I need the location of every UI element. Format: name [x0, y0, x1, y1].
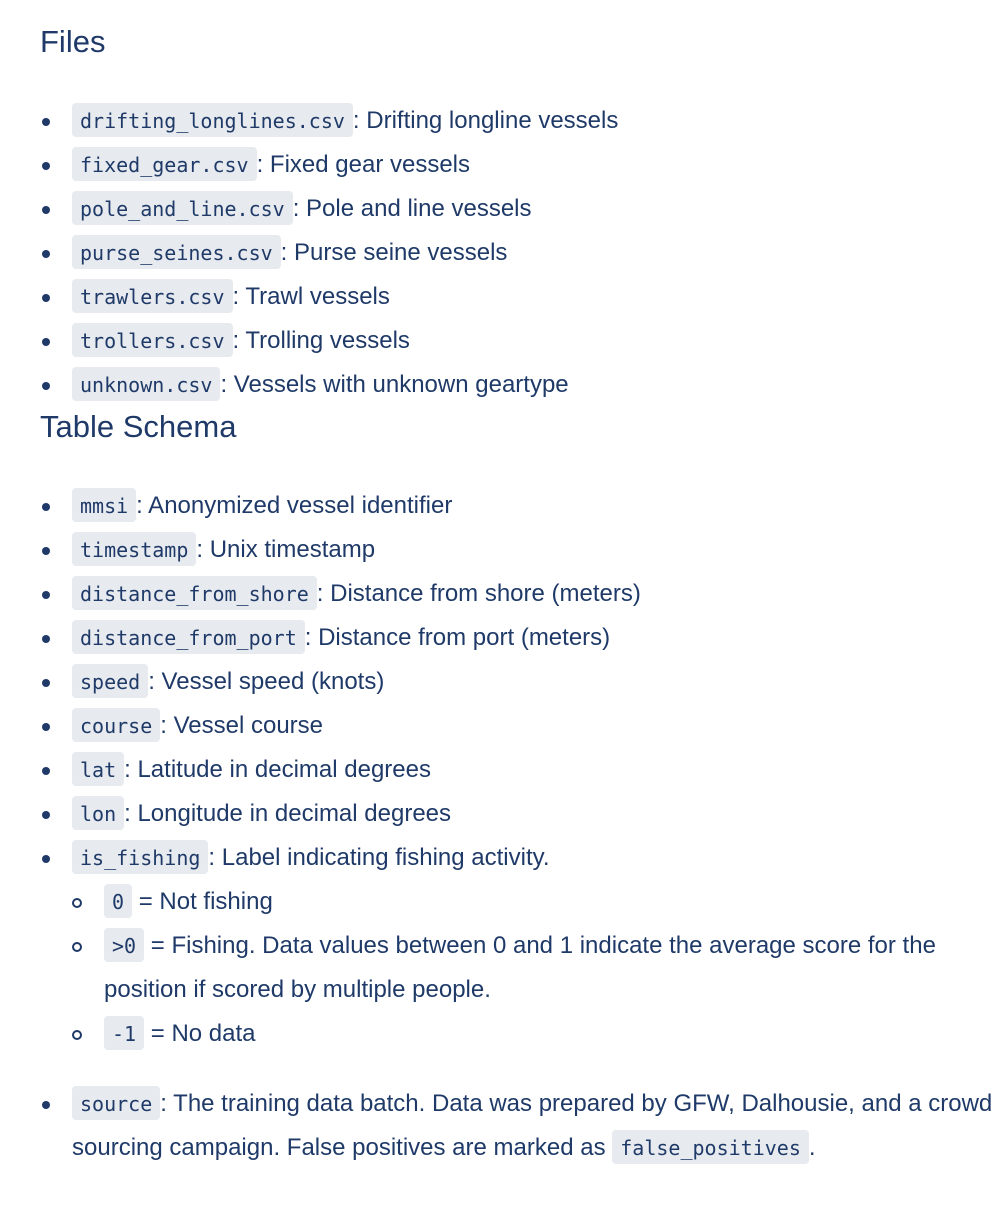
schema-list	[40, 484, 998, 1170]
file-description: : Drifting longline vessels	[352, 107, 619, 134]
list-item	[40, 143, 998, 187]
is-fishing-values-list	[72, 880, 998, 1056]
list-item	[40, 836, 998, 1056]
false-positives-code: false_positives	[612, 1130, 809, 1164]
field-description: : Vessel speed (knots)	[148, 668, 385, 695]
list-item	[40, 275, 998, 319]
list-item	[40, 704, 998, 748]
field-code: course	[72, 708, 160, 742]
value-description: = Not fishing	[132, 888, 273, 915]
sublist-item	[72, 880, 998, 924]
value-description: = No data	[144, 1020, 256, 1047]
files-heading: Files	[40, 24, 106, 59]
field-code: distance_from_shore	[72, 576, 317, 610]
list-item	[40, 572, 998, 616]
field-code: distance_from_port	[72, 620, 305, 654]
value-description: = Fishing. Data values between 0 and 1 indicate the average score for the position if scored by multiple people.	[104, 932, 936, 1003]
file-description: : Vessels with unknown geartype	[220, 371, 569, 398]
list-item	[40, 748, 998, 792]
field-description: : The training data batch. Data was prepared by GFW, Dalhousie, and a crowd sourcing campaign. False positives are marked as	[72, 1090, 993, 1161]
value-code: 0	[104, 884, 132, 918]
file-description: : Pole and line vessels	[292, 195, 532, 222]
period-text: .	[808, 1134, 816, 1161]
list-item	[40, 1082, 998, 1170]
list-item	[40, 660, 998, 704]
field-code: lat	[72, 752, 124, 786]
field-code: mmsi	[72, 488, 136, 522]
field-description: : Label indicating fishing activity.	[208, 844, 550, 871]
value-code: -1	[104, 1016, 144, 1050]
sublist-item	[72, 1012, 998, 1056]
list-item	[40, 231, 998, 275]
filename-code: trawlers.csv	[72, 279, 233, 313]
sublist-item	[72, 924, 998, 1012]
field-code: source	[72, 1086, 160, 1120]
field-description: : Distance from shore (meters)	[316, 580, 641, 607]
field-description: : Distance from port (meters)	[304, 624, 611, 651]
filename-code: fixed_gear.csv	[72, 147, 257, 181]
field-description: : Anonymized vessel identifier	[136, 492, 453, 519]
file-description: : Trolling vessels	[232, 327, 410, 354]
field-code: timestamp	[72, 532, 196, 566]
list-item	[40, 484, 998, 528]
list-item	[40, 363, 998, 407]
value-code: >0	[104, 928, 144, 962]
field-code: is_fishing	[72, 840, 208, 874]
filename-code: drifting_longlines.csv	[72, 103, 353, 137]
field-code: speed	[72, 664, 148, 698]
filename-code: pole_and_line.csv	[72, 191, 293, 225]
list-item	[40, 792, 998, 836]
field-code: lon	[72, 796, 124, 830]
field-description: : Latitude in decimal degrees	[124, 756, 431, 783]
file-description: : Trawl vessels	[232, 283, 390, 310]
filename-code: trollers.csv	[72, 323, 233, 357]
filename-code: purse_seines.csv	[72, 235, 281, 269]
files-list	[40, 99, 998, 407]
file-description: : Purse seine vessels	[280, 239, 508, 266]
field-description: : Unix timestamp	[196, 536, 376, 563]
list-item	[40, 528, 998, 572]
list-item	[40, 99, 998, 143]
filename-code: unknown.csv	[72, 367, 220, 401]
field-description: : Longitude in decimal degrees	[124, 800, 452, 827]
list-item	[40, 319, 998, 363]
file-description: : Fixed gear vessels	[256, 151, 470, 178]
field-description: : Vessel course	[160, 712, 323, 739]
schema-heading: Table Schema	[40, 409, 237, 444]
list-item	[40, 616, 998, 660]
list-item	[40, 187, 998, 231]
